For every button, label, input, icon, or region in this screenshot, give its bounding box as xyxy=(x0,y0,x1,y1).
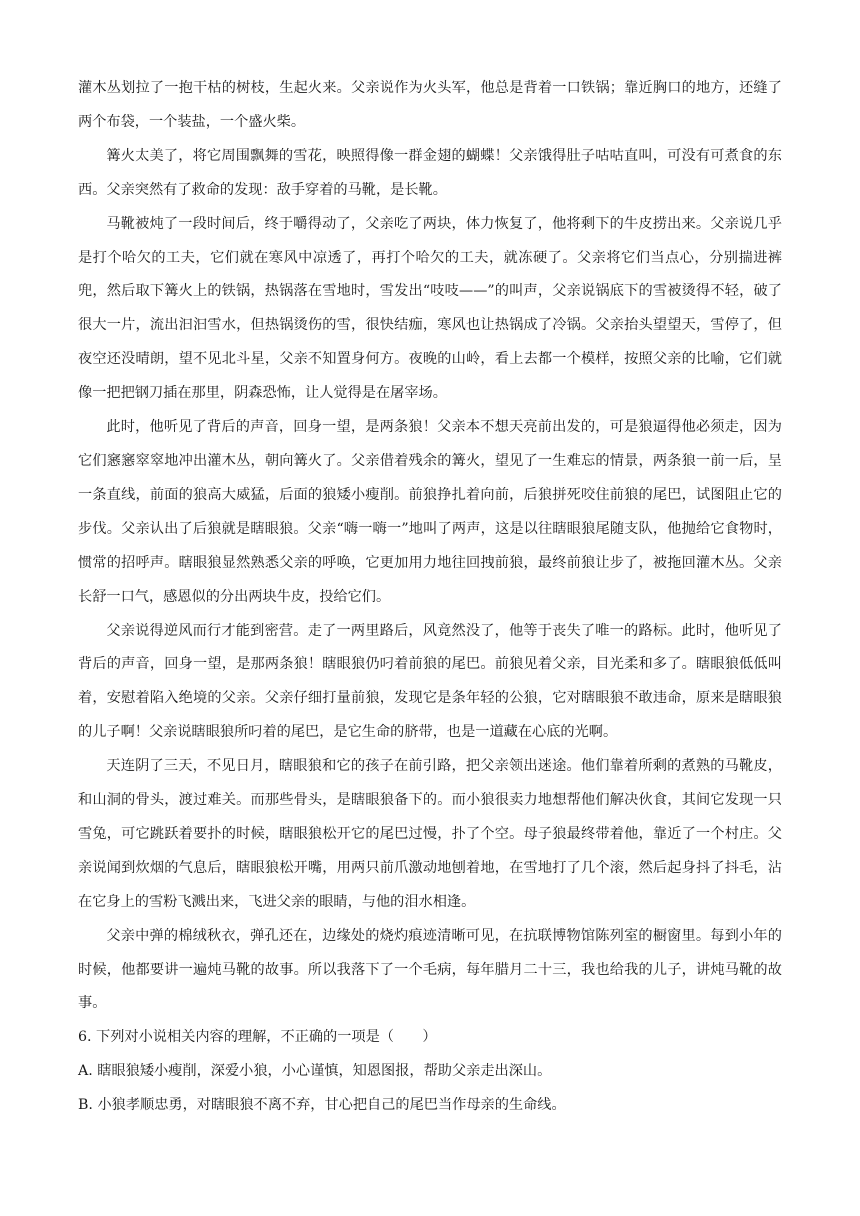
paragraph: 篝火太美了，将它周围飘舞的雪花，映照得像一群金翅的蝴蝶！父亲饿得肚子咕咕直叫，可没有可煮食的东西。父亲突然有了救命的发现：敌手穿着的马靴，是长靴。 xyxy=(78,147,782,198)
paragraph: 马靴被炖了一段时间后，终于嚼得动了，父亲吃了两块，体力恢复了，他将剩下的牛皮捞出来。父亲说几乎是打个哈欠的工夫，它们就在寒风中凉透了，再打个哈欠的工夫，就冻硬了。父亲将它们当点心，分别揣进裤兜，然后取下篝火上的铁锅，热锅落在雪地时，雪发出“吱吱——”的叫声，父亲说锅底下的雪被烫得不轻，破了很大一片，流出汩汩雪水，但热锅烫伤的雪，很快结痂，寒风也让热锅成了冷锅。父亲抬头望望天，雪停了，但夜空还没晴朗，望不见北斗星，父亲不知置身何方。夜晚的山岭，看上去都一个模样，按照父亲的比喻，它们就像一把把钢刀插在那里，阴森恐怖，让人觉得是在屠宰场。 xyxy=(78,215,782,402)
passage xyxy=(78,72,782,1021)
paragraph: 父亲说得逆风而行才能到密营。走了一两里路后，风竟然没了，他等于丧失了唯一的路标。此时，他听见了背后的声音，回身一望，是那两条狼！瞎眼狼仍叼着前狼的尾巴。前狼见着父亲，目光柔和多了。瞎眼狼低低叫着，安慰着陷入绝境的父亲。父亲仔细打量前狼，发现它是条年轻的公狼，它对瞎眼狼不敢违命，原来是瞎眼狼的儿子啊！父亲说瞎眼狼所叼着的尾巴，是它生命的脐带，也是一道藏在心底的光啊。 xyxy=(78,622,782,741)
paragraph: 天连阴了三天，不见日月，瞎眼狼和它的孩子在前引路，把父亲领出迷途。他们靠着所剩的煮熟的马靴皮，和山洞的骨头，渡过难关。而那些骨头，是瞎眼狼备下的。而小狼很卖力地想帮他们解决伙食，其间它发现一只雪兔，可它跳跃着要扑的时候，瞎眼狼松开它的尾巴过慢，扑了个空。母子狼最终带着他，靠近了一个村庄。父亲说闻到炊烟的气息后，瞎眼狼松开嘴，用两只前爪激动地刨着地，在雪地打了几个滚，然后起身抖了抖毛，沾在它身上的雪粉飞溅出来，飞进父亲的眼睛，与他的泪水相逢。 xyxy=(78,758,782,910)
question-block xyxy=(78,1021,782,1123)
paragraph: 父亲中弹的棉绒秋衣，弹孔还在，边缘处的烧灼痕迹清晰可见，在抗联博物馆陈列室的橱窗里。每到小年的时候，他都要讲一遍炖马靴的故事。所以我落下了一个毛病，每年腊月二十三，我也给我的儿子，讲炖马靴的故事。 xyxy=(78,927,782,1012)
question-stem: 6. 下列对小说相关内容的理解，不正确的一项是（ ） xyxy=(78,1029,437,1046)
option-a: A. 瞎眼狼矮小瘦削，深爱小狼，小心谨慎，知恩图报，帮助父亲走出深山。 xyxy=(78,1063,552,1080)
paragraph: 此时，他听见了背后的声音，回身一望，是两条狼！父亲本不想天亮前出发的，可是狼逼得他必须走，因为它们窸窸窣窣地冲出灌木丛，朝向篝火了。父亲借着残余的篝火，望见了一生难忘的情景，两条狼一前一后，呈一条直线，前面的狼高大威猛，后面的狼矮小瘦削。前狼挣扎着向前，后狼拼死咬住前狼的尾巴，试图阻止它的步伐。父亲认出了后狼就是瞎眼狼。父亲“嗨一嗨一”地叫了两声，这是以往瞎眼狼尾随支队，他抛给它食物时，惯常的招呼声。瞎眼狼显然熟悉父亲的呼唤，它更加用力地往回拽前狼，最终前狼让步了，被拖回灌木丛。父亲长舒一口气，感恩似的分出两块牛皮，投给它们。 xyxy=(78,419,782,605)
paragraph: 灌木丛划拉了一抱干枯的树枝，生起火来。父亲说作为火头军，他总是背着一口铁锅；靠近胸口的地方，还缝了两个布袋，一个装盐，一个盛火柴。 xyxy=(78,80,782,130)
option-b: B. 小狼孝顺忠勇，对瞎眼狼不离不弃，甘心把自己的尾巴当作母亲的生命线。 xyxy=(78,1097,566,1114)
